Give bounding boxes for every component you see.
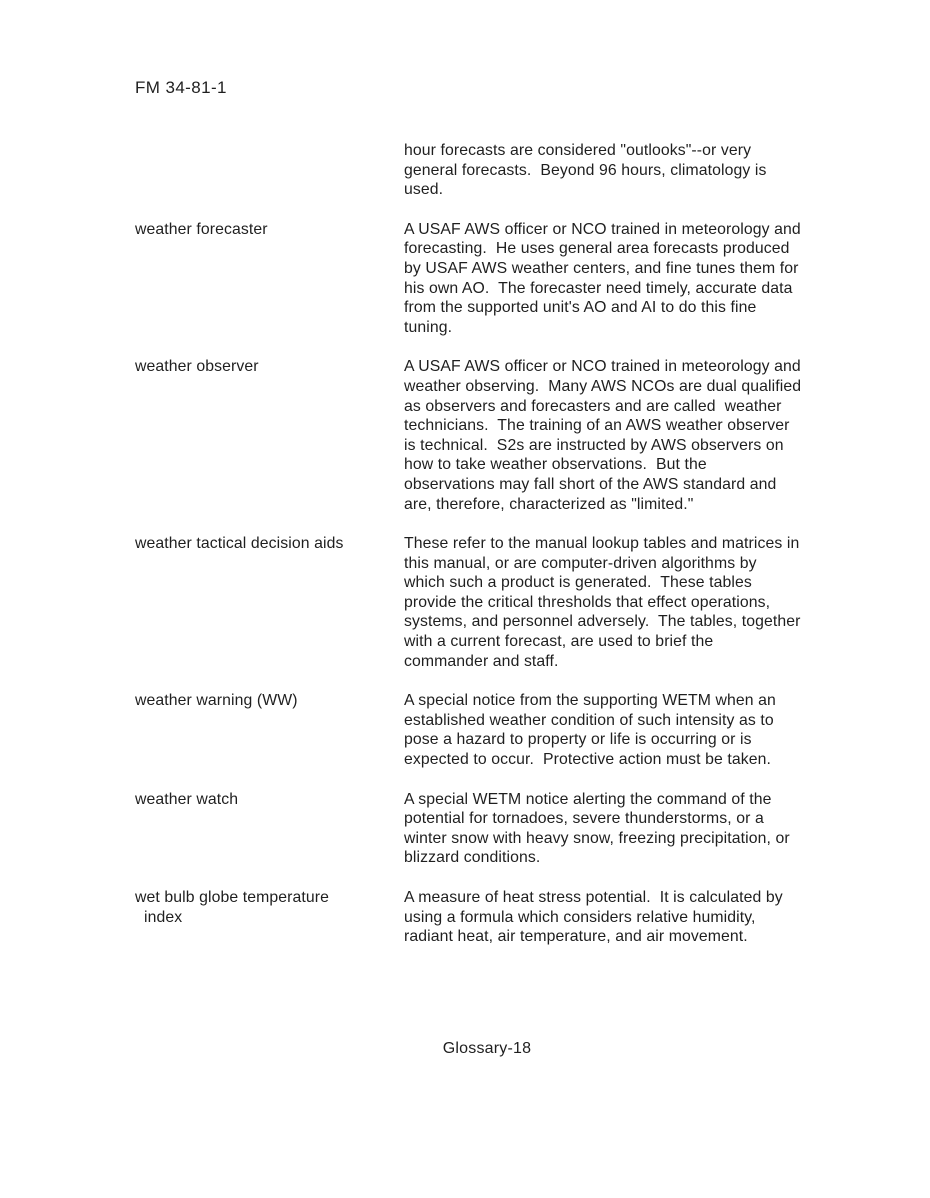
glossary-term [135, 220, 404, 240]
glossary-definition-line: observations may fall short of the AWS standard and [404, 475, 777, 493]
glossary-entry [135, 220, 865, 338]
glossary-definition [404, 691, 865, 769]
glossary-entry [135, 534, 865, 671]
glossary-definition-line: commander and staff. [404, 652, 559, 670]
glossary-term-line: weather warning (WW) [135, 692, 298, 710]
glossary-term-line: weather forecaster [135, 220, 268, 238]
glossary-term-line: index [135, 908, 183, 926]
glossary-definition-line: weather observing. Many AWS NCOs are dual qualified [404, 377, 802, 395]
glossary-definition-line: using a formula which considers relative humidity, [404, 908, 756, 926]
glossary-definition-line: pose a hazard to property or life is occurring or is [404, 731, 752, 749]
glossary-definition-line: used. [404, 181, 444, 199]
glossary-definition-line: tuning. [404, 318, 453, 336]
glossary-entry [135, 790, 865, 868]
glossary-definition-line: how to take weather observations. But the [404, 456, 707, 474]
glossary-definition-line: forecasting. He uses general area forecasts produced [404, 240, 790, 258]
glossary-entry [135, 888, 865, 947]
glossary-definition-line: with a current forecast, are used to brief the [404, 633, 714, 651]
glossary-definition [404, 220, 865, 338]
glossary-definition-line: are, therefore, characterized as "limited." [404, 495, 694, 513]
glossary-definition-line: which such a product is generated. These tables [404, 574, 752, 592]
glossary-definition-line: systems, and personnel adversely. The tables, together [404, 613, 801, 631]
glossary-entry [135, 141, 865, 200]
glossary-definition-line: his own AO. The forecaster need timely, accurate data [404, 279, 793, 297]
glossary-definition-line: A special WETM notice alerting the command of the [404, 790, 772, 808]
glossary-term [135, 888, 404, 927]
glossary-definition [404, 534, 865, 671]
glossary-term-line: weather watch [135, 790, 239, 808]
glossary-definition-line: established weather condition of such intensity as to [404, 711, 774, 729]
glossary-definition-line: blizzard conditions. [404, 849, 541, 867]
glossary-list [135, 141, 865, 967]
glossary-definition-line: potential for tornadoes, severe thunderstorms, or a [404, 810, 764, 828]
glossary-term [135, 790, 404, 810]
glossary-definition-line: A measure of heat stress potential. It is calculated by [404, 889, 783, 906]
glossary-definition-line: is technical. S2s are instructed by AWS observers on [404, 436, 784, 454]
glossary-definition-line: provide the critical thresholds that effect operations, [404, 593, 771, 611]
glossary-term-line: weather tactical decision aids [135, 535, 344, 553]
glossary-term [135, 534, 404, 554]
glossary-definition-line: radiant heat, air temperature, and air movement. [404, 928, 748, 946]
glossary-definition [404, 790, 865, 868]
glossary-definition-line: expected to occur. Protective action must be taken. [404, 751, 771, 769]
glossary-definition-line: as observers and forecasters and are called weather [404, 397, 782, 415]
glossary-term [135, 691, 404, 711]
glossary-definition [404, 888, 865, 947]
glossary-term-line: weather observer [135, 358, 259, 376]
glossary-definition [404, 357, 865, 514]
glossary-definition-line: A special notice from the supporting WETM when an [404, 692, 776, 710]
glossary-definition-line: hour forecasts are considered "outlooks"--or very [404, 142, 752, 159]
page-footer: Glossary-18 [442, 1040, 532, 1057]
document-number-header: FM 34-81-1 [135, 78, 227, 97]
glossary-definition-line: this manual, or are computer-driven algorithms by [404, 554, 757, 572]
glossary-term [135, 357, 404, 377]
glossary-definition [404, 141, 865, 200]
glossary-entry [135, 357, 865, 514]
glossary-definition-line: from the supported unit's AO and AI to do this fine [404, 299, 757, 317]
glossary-definition-line: A USAF AWS officer or NCO trained in meteorology and [404, 358, 801, 376]
glossary-term-line: wet bulb globe temperature [135, 889, 330, 906]
glossary-definition-line: A USAF AWS officer or NCO trained in meteorology and [404, 220, 801, 238]
glossary-definition-line: technicians. The training of an AWS weather observer [404, 417, 790, 435]
glossary-definition-line: by USAF AWS weather centers, and fine tunes them for [404, 259, 799, 277]
glossary-definition-line: general forecasts. Beyond 96 hours, climatology is [404, 161, 767, 179]
glossary-definition-line: These refer to the manual lookup tables and matrices in [404, 535, 800, 553]
glossary-entry [135, 691, 865, 769]
glossary-definition-line: winter snow with heavy snow, freezing precipitation, or [404, 829, 790, 847]
